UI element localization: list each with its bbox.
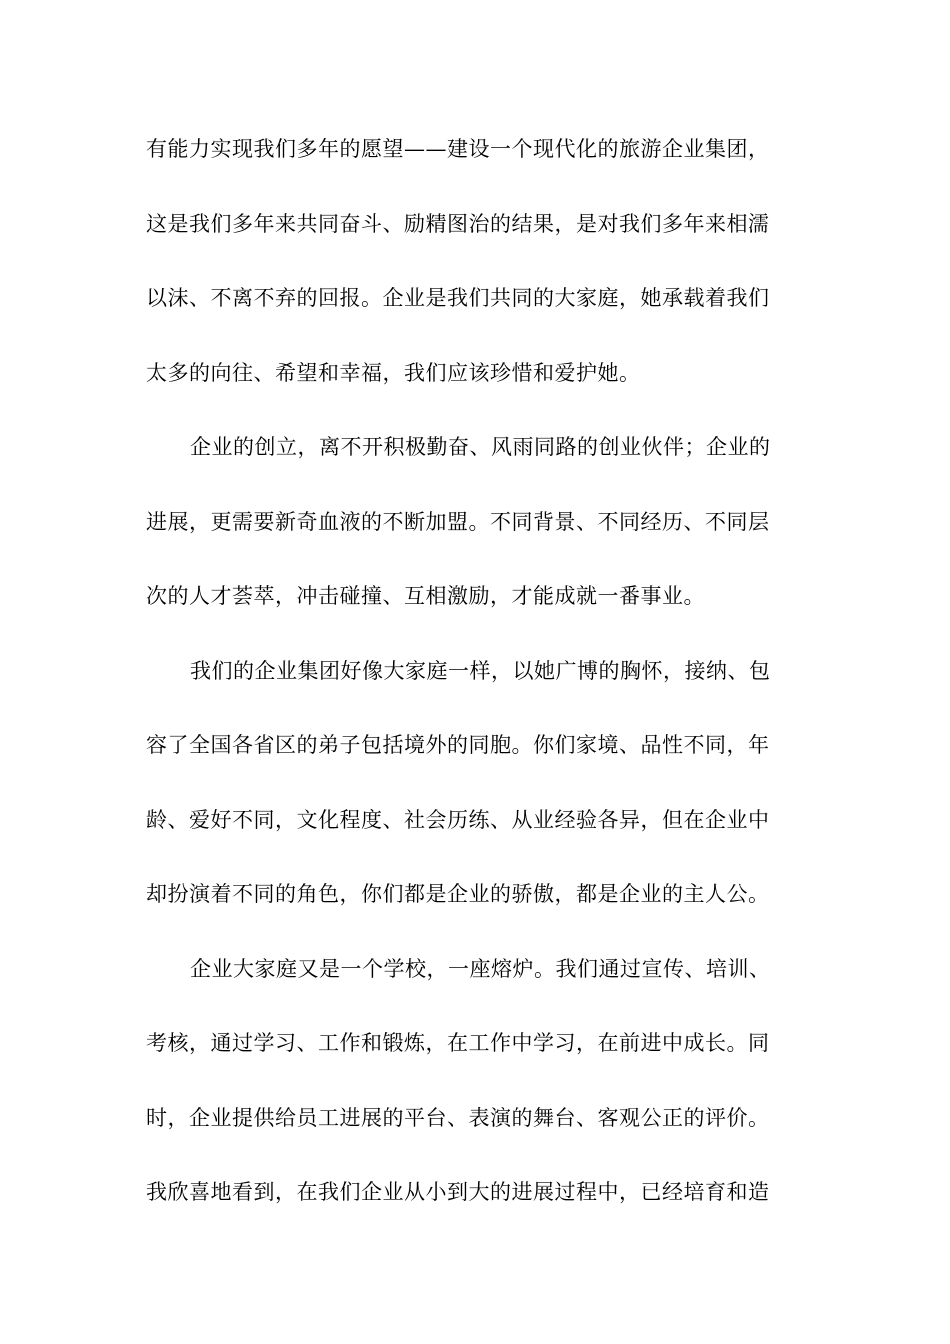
paragraph-first-line: 我们的企业集团好像大家庭一样，以她广博的胸怀，接纳、包 bbox=[190, 658, 771, 683]
text-line: 进展，更需要新奇血液的不断加盟。不同背景、不同经历、不同层 bbox=[146, 509, 770, 534]
text-line: 我欣喜地看到，在我们企业从小到大的进展过程中，已经培育和造 bbox=[146, 1180, 770, 1204]
text-line: 容了全国各省区的弟子包括境外的同胞。你们家境、品性不同，年 bbox=[146, 733, 770, 757]
text-line: 却扮演着不同的角色，你们都是企业的骄傲，都是企业的主人公。 bbox=[146, 882, 770, 906]
text-line: 考核，通过学习、工作和锻炼，在工作中学习，在前进中成长。同 bbox=[146, 1031, 770, 1055]
text-line: 这是我们多年来共同奋斗、励精图治的结果，是对我们多年来相濡 bbox=[146, 211, 770, 236]
text-line: 次的人才荟萃，冲击碰撞、互相激励，才能成就一番事业。 bbox=[146, 584, 705, 608]
text-line: 时，企业提供给员工进展的平台、表演的舞台、客观公正的评价。 bbox=[146, 1105, 770, 1130]
paragraph-first-line: 企业大家庭又是一个学校，一座熔炉。我们通过宣传、培训、 bbox=[190, 956, 771, 981]
text-line: 太多的向往、希望和幸福，我们应该珍惜和爱护她。 bbox=[146, 360, 641, 385]
text-line: 以沫、不离不弃的回报。企业是我们共同的大家庭，她承载着我们 bbox=[146, 286, 770, 310]
text-line: 龄、爱好不同，文化程度、社会历练、从业经验各异，但在企业中 bbox=[146, 807, 770, 832]
text-line: 有能力实现我们多年的愿望——建设一个现代化的旅游企业集团， bbox=[146, 137, 770, 161]
body-text bbox=[146, 127, 806, 1245]
paragraph-first-line: 企业的创立，离不开积极勤奋、风雨同路的创业伙伴；企业的 bbox=[190, 435, 771, 459]
